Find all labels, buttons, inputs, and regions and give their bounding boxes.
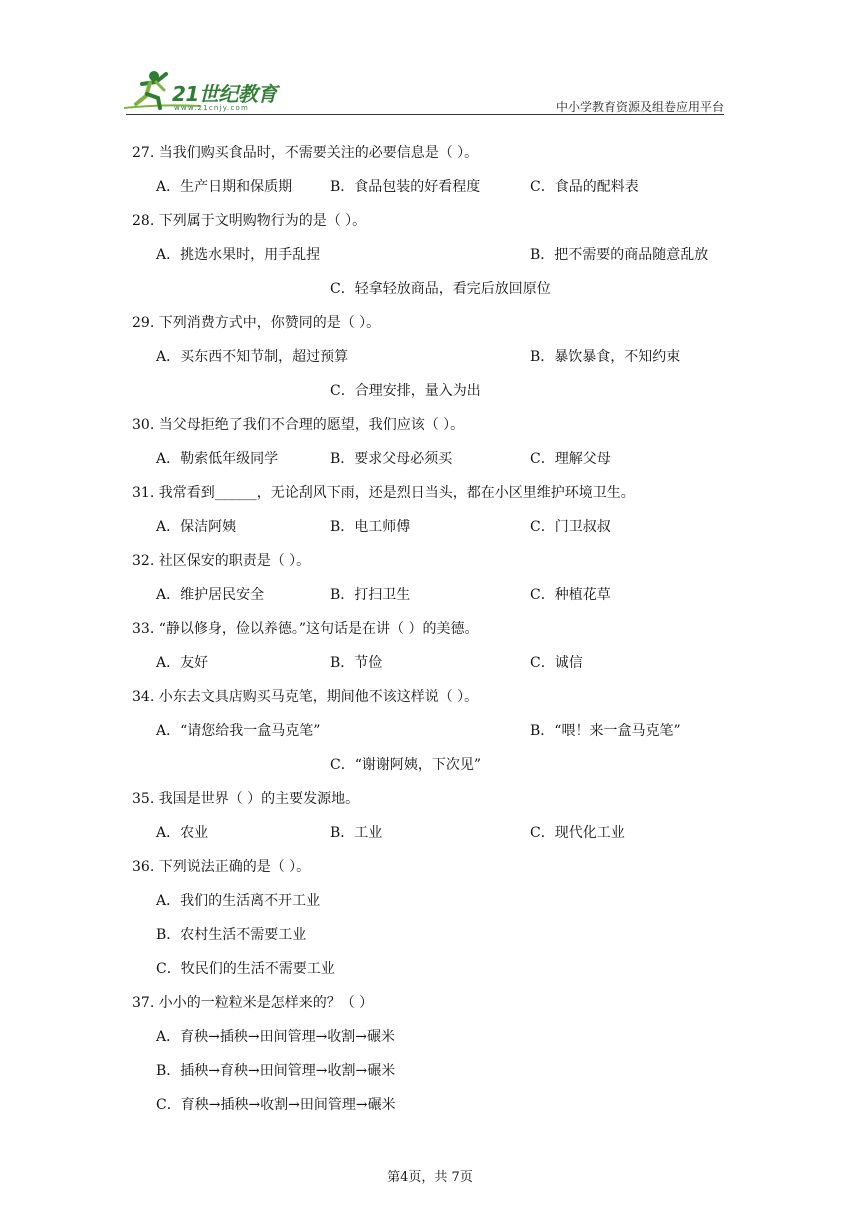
option-b: B．把不需要的商品随意乱放 — [530, 247, 709, 263]
options-29-row2 — [132, 380, 732, 414]
options-27 — [132, 176, 732, 210]
option-c: C．门卫叔叔 — [530, 519, 611, 535]
question-text: “静以修身，俭以养德。”这句话是在讲（ ）的美德。 — [158, 621, 479, 637]
option-b: B．暴饮暴食，不知约束 — [530, 349, 681, 365]
question-30 — [132, 414, 732, 448]
options-32 — [132, 584, 732, 618]
option-c: C．现代化工业 — [530, 825, 625, 841]
option-b: B．工业 — [330, 825, 383, 841]
page-header — [0, 0, 860, 120]
options-28 — [132, 244, 732, 278]
option-a: A．友好 — [156, 655, 209, 671]
question-36 — [132, 856, 732, 890]
option-b: B．食品包装的好看程度 — [330, 179, 481, 195]
option-a: A．生产日期和保质期 — [156, 179, 293, 195]
page-number: 第4页，共 7页 — [387, 1170, 473, 1185]
option-c: C．牧民们的生活不需要工业 — [156, 961, 335, 977]
option-a: A．挑选水果时，用手乱捏 — [156, 247, 321, 263]
options-34 — [132, 720, 732, 754]
question-number: 30. — [132, 417, 155, 433]
option-a: A．农业 — [156, 825, 209, 841]
question-text: 下列说法正确的是（ ）。 — [158, 859, 311, 875]
question-text: 当父母拒绝了我们不合理的愿望，我们应该（ ）。 — [158, 417, 465, 433]
option-c: C．“谢谢阿姨，下次见” — [330, 757, 482, 773]
option-c: C．育秧→插秧→收割→田间管理→碾米 — [156, 1097, 396, 1113]
question-text: 当我们购买食品时，不需要关注的必要信息是（ ）。 — [158, 145, 479, 161]
question-number: 32. — [132, 553, 155, 569]
platform-title: 中小学教育资源及组卷应用平台 — [555, 100, 724, 114]
options-35 — [132, 822, 732, 856]
option-b: B．“喂！来一盒马克笔” — [530, 723, 681, 739]
option-b: B．要求父母必须买 — [330, 451, 453, 467]
option-c: C．轻拿轻放商品，看完后放回原位 — [330, 281, 551, 297]
option-b: B．插秧→育秧→田间管理→收割→碾米 — [156, 1063, 396, 1079]
question-number: 33. — [132, 621, 155, 637]
question-number: 28. — [132, 213, 155, 229]
question-text: 我常看到______，无论刮风下雨，还是烈日当头，都在小区里维护环境卫生。 — [158, 485, 635, 501]
option-a: A．“请您给我一盒马克笔” — [156, 723, 321, 739]
option-b: B．电工师傅 — [330, 519, 411, 535]
question-29 — [132, 312, 732, 346]
question-32 — [132, 550, 732, 584]
option-c: C．合理安排，量入为出 — [330, 383, 481, 399]
option-a: A．保洁阿姨 — [156, 519, 237, 535]
question-text: 小小的一粒粒米是怎样来的？（ ） — [158, 995, 374, 1011]
option-c: C．种植花草 — [530, 587, 611, 603]
option-c: C．诚信 — [530, 655, 583, 671]
question-number: 29. — [132, 315, 155, 331]
question-33 — [132, 618, 732, 652]
option-a: A．买东西不知节制，超过预算 — [156, 349, 349, 365]
question-text: 社区保安的职责是（ ）。 — [158, 553, 311, 569]
question-number: 35. — [132, 791, 155, 807]
option-a: A．育秧→插秧→田间管理→收割→碾米 — [156, 1029, 396, 1045]
question-number: 34. — [132, 689, 155, 705]
option-a: A．勒索低年级同学 — [156, 451, 279, 467]
options-33 — [132, 652, 732, 686]
question-27 — [132, 142, 732, 176]
question-number: 31. — [132, 485, 155, 501]
option-b: B．节俭 — [330, 655, 383, 671]
question-text: 我国是世界（ ）的主要发源地。 — [158, 791, 360, 807]
question-34 — [132, 686, 732, 720]
option-c: C．理解父母 — [530, 451, 611, 467]
header-divider — [126, 114, 724, 115]
option-c: C．食品的配料表 — [530, 179, 639, 195]
options-30 — [132, 448, 732, 482]
options-34-row2 — [132, 754, 732, 788]
option-a: A．我们的生活离不开工业 — [156, 893, 321, 909]
logo-url: www.21cnjy.com — [174, 104, 250, 112]
options-28-row2 — [132, 278, 732, 312]
question-number: 36. — [132, 859, 155, 875]
question-37 — [132, 992, 732, 1026]
option-a: A．维护居民安全 — [156, 587, 265, 603]
options-31 — [132, 516, 732, 550]
question-text: 下列属于文明购物行为的是（ ）。 — [158, 213, 367, 229]
logo-text: 21世纪教育 — [172, 82, 277, 106]
question-text: 下列消费方式中，你赞同的是（ ）。 — [158, 315, 381, 331]
question-number: 37. — [132, 995, 155, 1011]
question-35 — [132, 788, 732, 822]
question-number: 27. — [132, 145, 155, 161]
question-28 — [132, 210, 732, 244]
question-text: 小东去文具店购买马克笔，期间他不该这样说（ ）。 — [158, 689, 479, 705]
option-b: B．农村生活不需要工业 — [156, 927, 307, 943]
option-b: B．打扫卫生 — [330, 587, 411, 603]
question-31 — [132, 482, 732, 516]
question-list — [132, 142, 732, 1128]
options-29 — [132, 346, 732, 380]
